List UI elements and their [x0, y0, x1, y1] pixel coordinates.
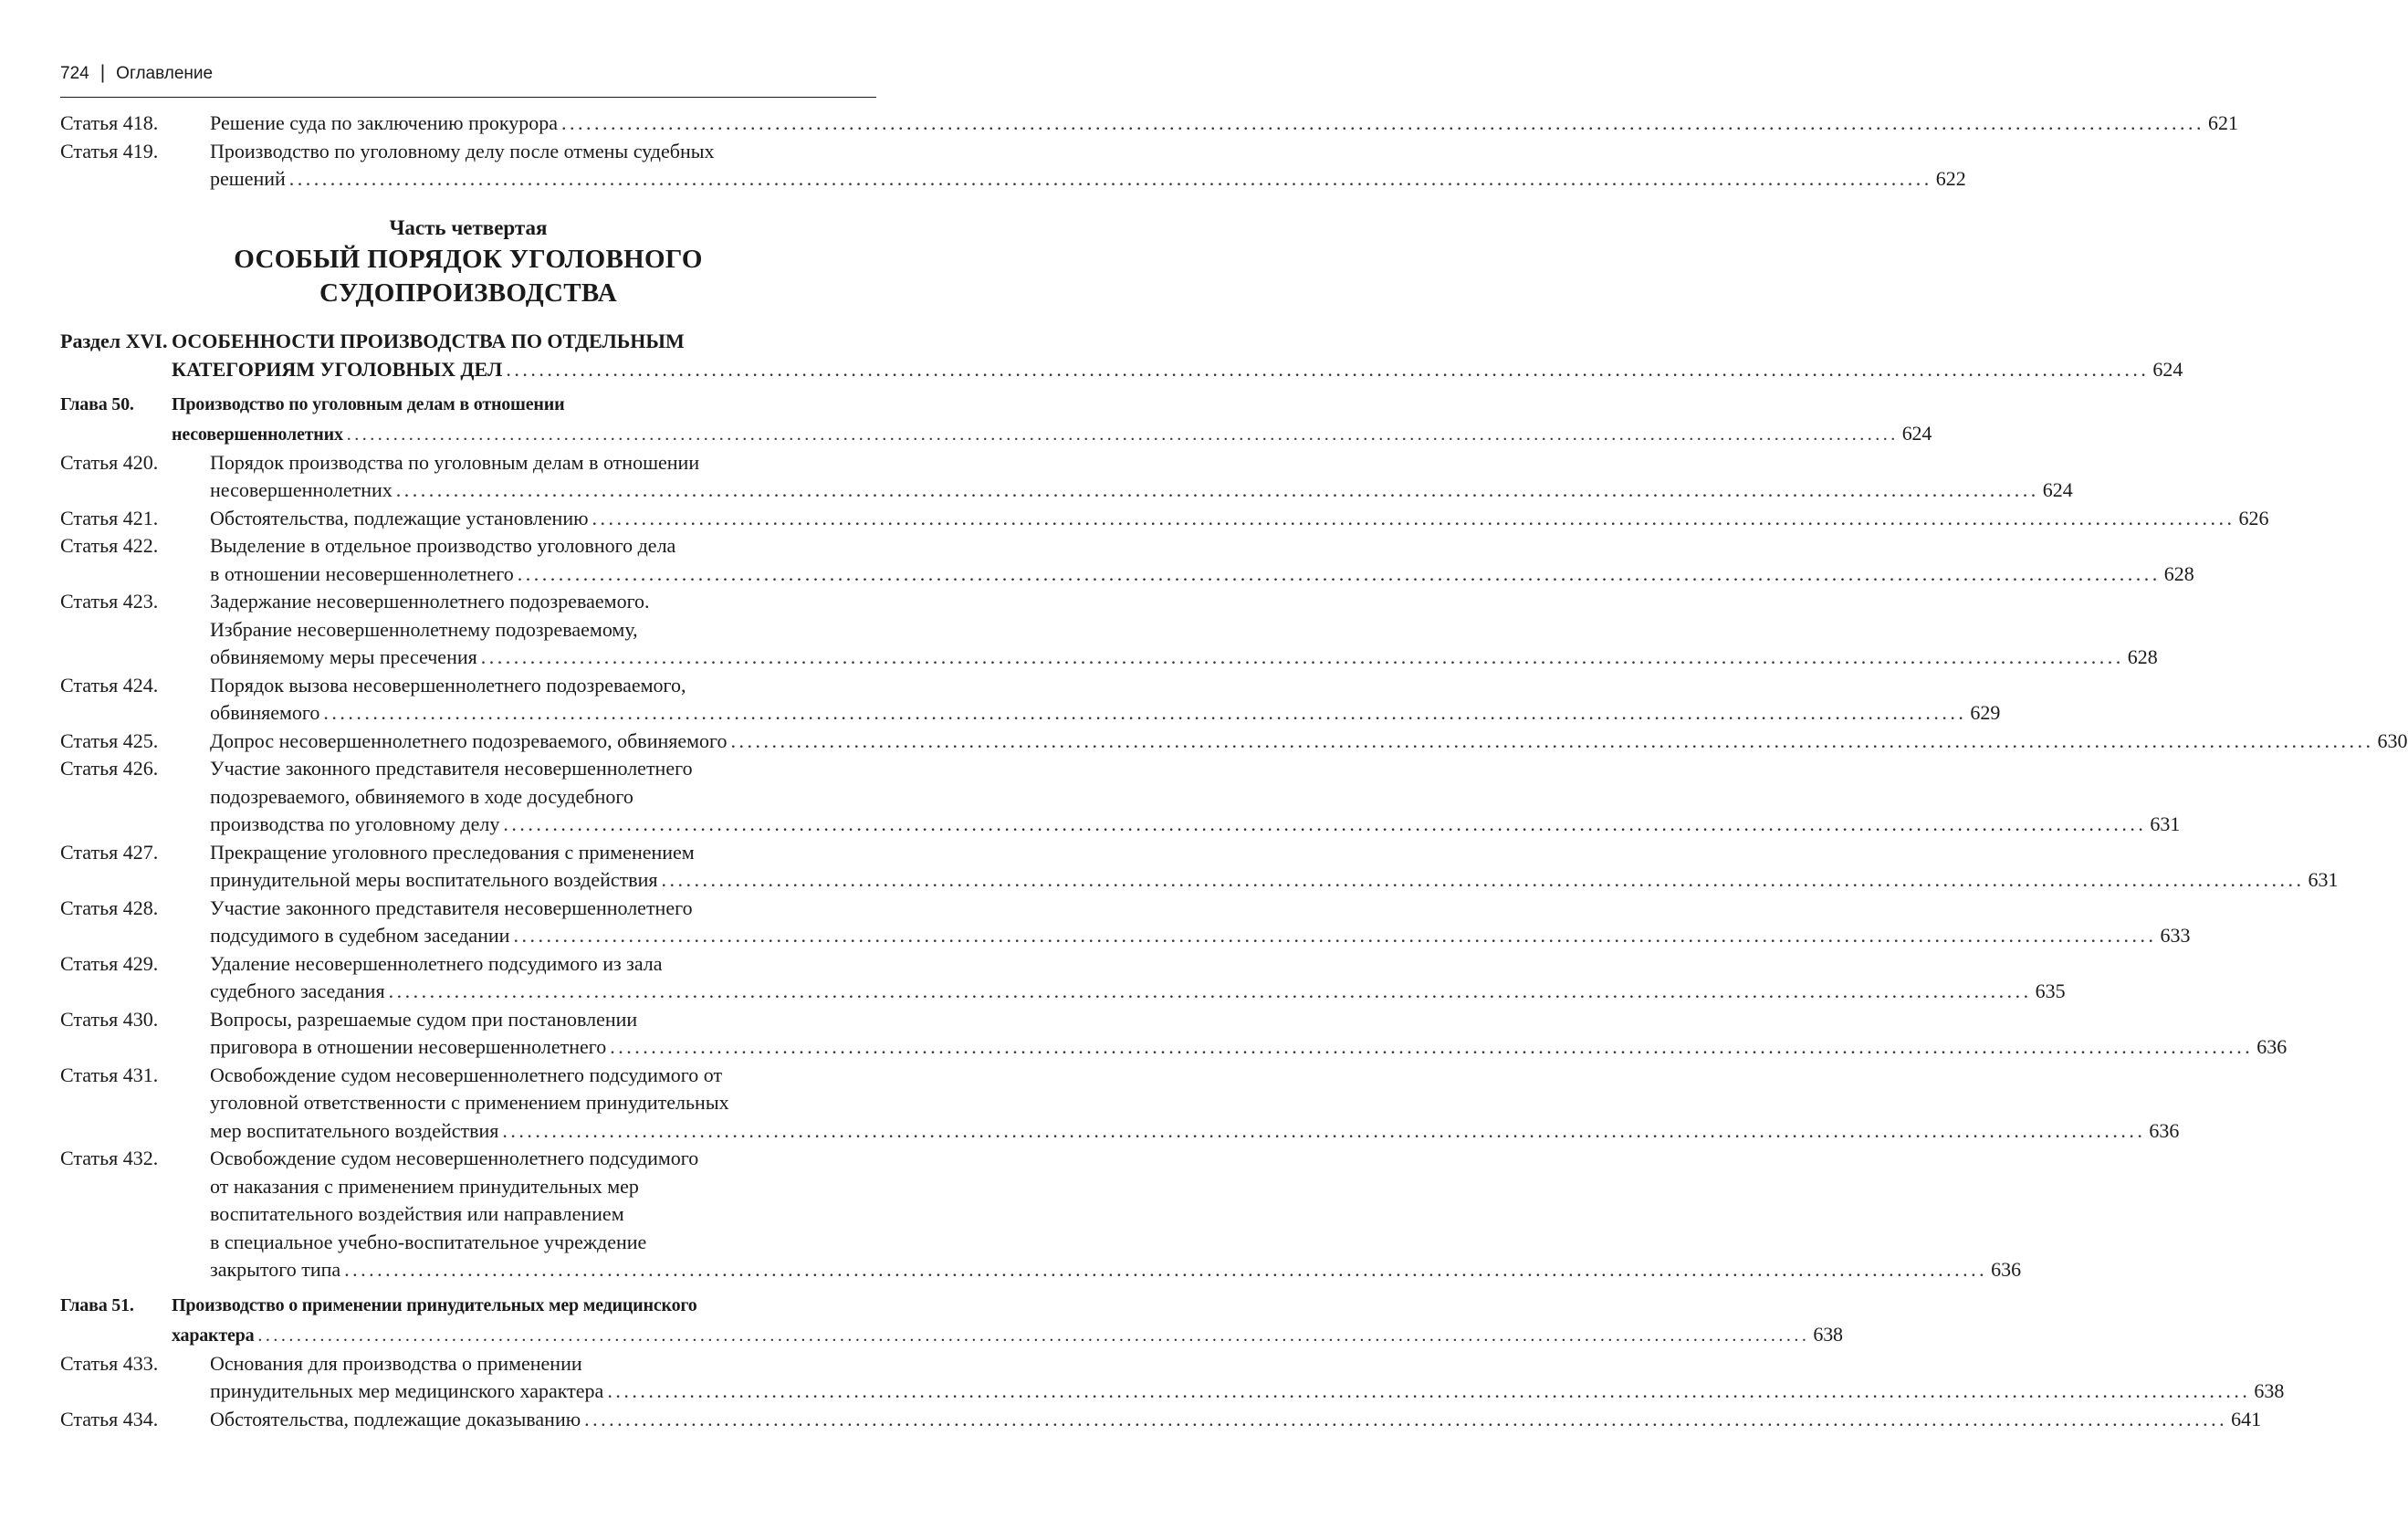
entry-label: Статья 418. — [60, 111, 159, 134]
entry-page-number: 636 — [1991, 1258, 2022, 1281]
entry-page-number: 624 — [1901, 421, 1932, 445]
entry-title-line: Задержание несовершеннолетнего подозреваемого. — [210, 590, 650, 613]
chapter-51-heading — [60, 1292, 1843, 1350]
toc-entry — [60, 839, 2339, 895]
entry-last-line — [210, 560, 2194, 589]
toc-entry — [60, 1062, 2180, 1146]
entry-title — [210, 1006, 2288, 1062]
entry-title-line: характера — [172, 1325, 255, 1346]
entry-label: Статья 425. — [60, 728, 159, 752]
entry-last-line — [210, 811, 2181, 839]
entry-last-line — [210, 978, 2066, 1006]
entry-last-line — [210, 922, 2191, 950]
dot-leader: ........................................................................................................................................................................................................ — [506, 357, 2150, 381]
entry-title-line: воспитательного воздействия или направлением — [210, 1202, 624, 1225]
entry-title-line: обвиняемому меры пресечения — [210, 645, 477, 668]
entry-title-line: Выделение в отдельное производство уголовного дела — [210, 534, 676, 557]
toc-entry — [60, 505, 2269, 533]
entry-page-number: 636 — [2149, 1118, 2180, 1142]
entry-title-line: Производство по уголовным делам в отношении — [172, 393, 565, 414]
toc-entry — [60, 532, 2194, 588]
part-title-line: СУДОПРОИЗВОДСТВА — [319, 278, 617, 308]
entry-page-number: 630 — [2377, 728, 2408, 752]
entry-title — [210, 895, 2191, 950]
entry-last-line — [210, 1256, 2022, 1284]
dot-leader: ........................................................................................................................................................................................................ — [288, 167, 1932, 190]
dot-leader: ........................................................................................................................................................................................................ — [502, 1118, 2146, 1142]
entry-title-line: мер воспитательного воздействия — [210, 1118, 499, 1142]
entry-title-line: Обстоятельства, подлежащие доказыванию — [210, 1407, 581, 1430]
toc-group-top — [60, 110, 2238, 194]
entry-title-line: несовершеннолетних — [210, 478, 393, 501]
entry-label: Статья 432. — [60, 1147, 159, 1169]
toc-entry — [60, 950, 2066, 1006]
part-heading — [60, 214, 876, 310]
running-header — [60, 60, 876, 98]
dot-leader: ........................................................................................................................................................................................................ — [344, 1258, 1988, 1281]
entry-last-line — [210, 165, 1966, 194]
entry-title — [210, 839, 2339, 895]
entry-title-line: судебного заседания — [210, 979, 385, 1002]
entry-label: Статья 426. — [60, 757, 159, 780]
toc-entry — [60, 728, 2408, 756]
entry-label: Статья 430. — [60, 1007, 159, 1031]
dot-leader: ........................................................................................................................................................................................................ — [346, 424, 1899, 445]
entry-title — [210, 588, 2158, 672]
entry-title-line: КАТЕГОРИЯМ УГОЛОВНЫХ ДЕЛ — [172, 357, 503, 381]
entry-label: Статья 422. — [60, 534, 159, 557]
toc-group-chapter-51 — [60, 1350, 2285, 1434]
entry-title-line: Прекращение уголовного преследования с применением — [210, 840, 695, 864]
entry-label: Статья 423. — [60, 590, 159, 613]
dot-leader: ........................................................................................................................................................................................................ — [388, 979, 2032, 1002]
dot-leader: ........................................................................................................................................................................................................ — [607, 1379, 2251, 1402]
entry-title — [172, 327, 2183, 383]
entry-title-line: закрытого типа — [210, 1258, 341, 1281]
entry-title-line: производства по уголовному делу — [210, 812, 500, 835]
entry-title-line: ОСОБЕННОСТИ ПРОИЗВОДСТВА ПО ОТДЕЛЬНЫМ — [172, 329, 685, 352]
part-title-line: ОСОБЫЙ ПОРЯДОК УГОЛОВНОГО — [234, 244, 703, 274]
entry-page-number: 631 — [2150, 812, 2181, 835]
entry-last-line — [210, 110, 2238, 138]
entry-title — [172, 1292, 1843, 1350]
entry-last-line — [210, 866, 2339, 895]
dot-leader: ........................................................................................................................................................................................................ — [257, 1325, 1810, 1346]
entry-title — [210, 532, 2194, 588]
toc-entry — [60, 1350, 2285, 1406]
entry-label: Статья 434. — [60, 1407, 159, 1430]
page-number: 724 — [60, 64, 89, 83]
toc-entry — [60, 895, 2191, 950]
entry-title-line: решений — [210, 167, 286, 190]
entry-label: Статья 433. — [60, 1351, 159, 1375]
entry-label: Статья 419. — [60, 139, 159, 162]
entry-title — [172, 391, 1932, 449]
entry-last-line — [172, 355, 2183, 383]
entry-title-line: Порядок вызова несовершеннолетнего подозреваемого, — [210, 673, 686, 697]
entry-title-line: подсудимого в судебном заседании — [210, 924, 510, 947]
entry-title — [210, 449, 2073, 505]
toc-entry — [60, 1006, 2288, 1062]
entry-label: Статья 424. — [60, 673, 159, 697]
entry-title — [210, 1406, 2262, 1434]
entry-title-line: Решение суда по заключению прокурора — [210, 111, 558, 134]
dot-leader: ........................................................................................................................................................................................................ — [561, 111, 2204, 134]
entry-title-line: Обстоятельства, подлежащие установлению — [210, 506, 589, 529]
entry-title-line: принудительной меры воспитательного воздействия — [210, 868, 658, 891]
entry-title — [210, 950, 2066, 1006]
entry-title-line: Избрание несовершеннолетнему подозреваемому, — [210, 617, 638, 641]
entry-label: Раздел XVI. — [60, 329, 168, 352]
entry-title — [210, 728, 2408, 756]
entry-title-line: подозреваемого, обвиняемого в ходе досудебного — [210, 784, 633, 808]
toc-entry — [60, 138, 1966, 194]
entry-title-line: обвиняемого — [210, 701, 320, 724]
entry-title — [210, 138, 1966, 194]
dot-leader: ........................................................................................................................................................................................................ — [584, 1407, 2228, 1430]
toc-entry — [60, 755, 2181, 839]
dot-leader: ........................................................................................................................................................................................................ — [730, 728, 2374, 752]
entry-label: Статья 420. — [60, 450, 159, 474]
header-separator: | — [99, 62, 106, 83]
entry-label: Глава 50. — [60, 393, 134, 414]
entry-title-line: приговора в отношении несовершеннолетнего — [210, 1035, 607, 1058]
entry-title-line: в специальное учебно-воспитательное учреждение — [210, 1230, 647, 1253]
entry-page-number: 624 — [2042, 478, 2073, 501]
entry-last-line — [210, 728, 2408, 756]
entry-page-number: 629 — [1970, 701, 2001, 724]
table-of-contents — [60, 110, 2408, 1433]
toc-group-chapter-50 — [60, 449, 2408, 1284]
part-label: Часть четвертая — [389, 215, 548, 239]
entry-label: Статья 428. — [60, 896, 159, 919]
entry-title — [210, 672, 2001, 728]
chapter-entry — [60, 391, 1932, 449]
entry-label: Статья 431. — [60, 1063, 159, 1086]
entry-page-number: 628 — [2163, 561, 2194, 585]
entry-title-line: Участие законного представителя несовершеннолетнего — [210, 896, 693, 919]
entry-page-number: 633 — [2160, 924, 2191, 947]
dot-leader: ........................................................................................................................................................................................................ — [513, 924, 2157, 947]
entry-title — [210, 505, 2269, 533]
entry-title-line: Основания для производства о применении — [210, 1351, 582, 1375]
entry-last-line — [210, 644, 2158, 672]
dot-leader: ........................................................................................................................................................................................................ — [517, 561, 2161, 585]
entry-label: Глава 51. — [60, 1294, 134, 1315]
entry-last-line — [210, 1117, 2180, 1146]
entry-page-number: 635 — [2035, 979, 2066, 1002]
entry-label: Статья 421. — [60, 506, 159, 529]
entry-label: Статья 429. — [60, 951, 159, 975]
entry-title — [210, 110, 2238, 138]
entry-title-line: принудительных мер медицинского характера — [210, 1379, 604, 1402]
entry-title — [210, 1145, 2022, 1284]
dot-leader: ........................................................................................................................................................................................................ — [503, 812, 2147, 835]
entry-title-line: Производство по уголовному делу после отмены судебных — [210, 139, 715, 162]
entry-last-line — [172, 419, 1932, 449]
entry-last-line — [210, 477, 2073, 505]
dot-leader: ........................................................................................................................................................................................................ — [480, 645, 2124, 668]
running-title: Оглавление — [116, 64, 214, 83]
entry-title-line: Удаление несовершеннолетнего подсудимого из зала — [210, 951, 663, 975]
entry-page-number: 638 — [1813, 1322, 1843, 1346]
chapter-50-heading — [60, 391, 1932, 449]
toc-entry — [60, 672, 2001, 728]
entry-title-line: Производство о применении принудительных мер медицинского — [172, 1294, 697, 1315]
entry-page-number: 621 — [2208, 111, 2238, 134]
entry-last-line — [210, 699, 2001, 728]
entry-title-line: Освобождение судом несовершеннолетнего подсудимого — [210, 1147, 699, 1169]
toc-entry — [60, 1406, 2262, 1434]
toc-entry — [60, 588, 2158, 672]
section-entry — [60, 327, 2183, 383]
entry-title-line: Допрос несовершеннолетнего подозреваемого, обвиняемого — [210, 728, 728, 752]
toc-entry — [60, 1145, 2022, 1284]
entry-last-line — [210, 1378, 2285, 1406]
entry-page-number: 622 — [1935, 167, 1966, 190]
entry-last-line — [210, 505, 2269, 533]
entry-last-line — [172, 1320, 1843, 1350]
entry-title-line: от наказания с применением принудительных мер — [210, 1174, 639, 1198]
toc-entry — [60, 110, 2238, 138]
section-heading — [60, 327, 2183, 383]
entry-page-number: 626 — [2238, 506, 2269, 529]
entry-title-line: Освобождение судом несовершеннолетнего подсудимого от — [210, 1063, 723, 1086]
chapter-entry — [60, 1292, 1843, 1350]
entry-page-number: 628 — [2127, 645, 2158, 668]
entry-label: Статья 427. — [60, 840, 159, 864]
entry-title-line: Вопросы, разрешаемые судом при постановлении — [210, 1007, 638, 1031]
entry-title-line: Порядок производства по уголовным делам в отношении — [210, 450, 700, 474]
entry-title-line: уголовной ответственности с применением принудительных — [210, 1091, 729, 1114]
entry-last-line — [210, 1406, 2262, 1434]
entry-title — [210, 1062, 2180, 1146]
entry-page-number: 641 — [2231, 1407, 2262, 1430]
dot-leader: ........................................................................................................................................................................................................ — [610, 1035, 2254, 1058]
dot-leader: ........................................................................................................................................................................................................ — [592, 506, 2235, 529]
entry-title-line: Участие законного представителя несовершеннолетнего — [210, 757, 693, 780]
entry-page-number: 638 — [2254, 1379, 2285, 1402]
entry-title-line: несовершеннолетних — [172, 424, 343, 445]
dot-leader: ........................................................................................................................................................................................................ — [323, 701, 1967, 724]
entry-title-line: в отношении несовершеннолетнего — [210, 561, 514, 585]
entry-page-number: 631 — [2308, 868, 2339, 891]
entry-last-line — [210, 1033, 2288, 1062]
dot-leader: ........................................................................................................................................................................................................ — [661, 868, 2305, 891]
entry-page-number: 636 — [2256, 1035, 2288, 1058]
toc-entry — [60, 449, 2073, 505]
entry-title — [210, 1350, 2285, 1406]
entry-page-number: 624 — [2152, 357, 2183, 381]
dot-leader: ........................................................................................................................................................................................................ — [395, 478, 2039, 501]
entry-title — [210, 755, 2181, 839]
